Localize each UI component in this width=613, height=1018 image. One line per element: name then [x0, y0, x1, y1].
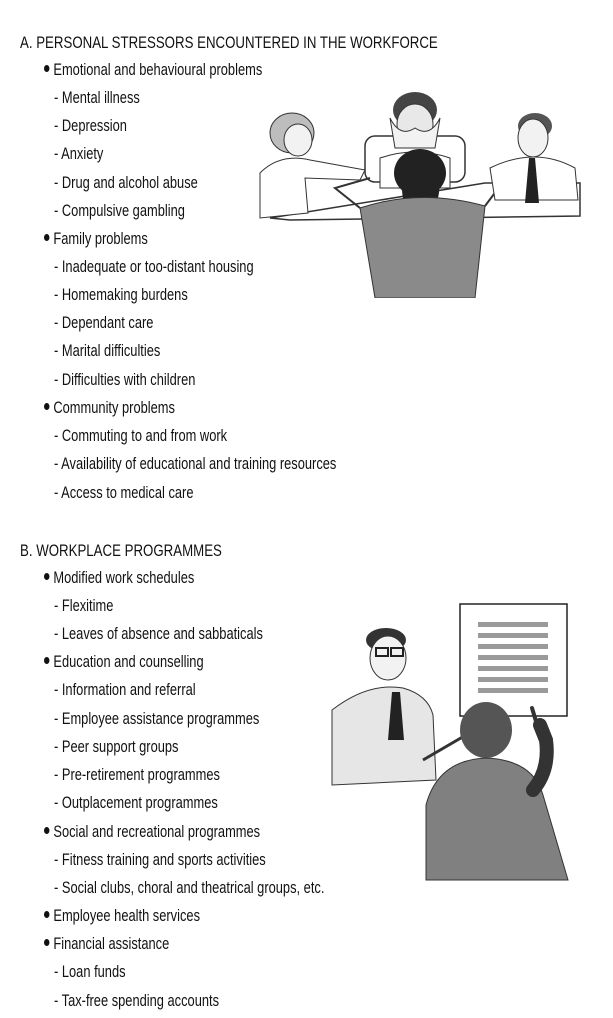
group-title: Social and recreational programmes — [44, 822, 260, 842]
list-item: - Social clubs, choral and theatrical groups, etc. — [54, 879, 325, 897]
section-b-heading: B. WORKPLACE PROGRAMMES — [20, 541, 222, 560]
list-item: - Outplacement programmes — [54, 794, 218, 812]
list-item: - Pre-retirement programmes — [54, 766, 220, 784]
list-item: - Tax-free spending accounts — [54, 992, 220, 1010]
group-title: Family problems — [44, 229, 148, 249]
client-back-view — [426, 702, 568, 880]
list-item: - Peer support groups — [54, 738, 179, 756]
man-right — [490, 113, 578, 203]
section-a-heading: A. PERSONAL STRESSORS ENCOUNTERED IN THE WORKFORCE — [20, 33, 438, 52]
group-title: Emotional and behavioural problems — [44, 60, 262, 80]
list-item: - Information and referral — [54, 681, 196, 699]
list-item: - Access to medical care — [54, 484, 194, 502]
list-item: - Fitness training and sports activities — [54, 851, 266, 869]
list-item: - Commuting to and from work — [54, 427, 228, 445]
list-item: - Dependant care — [54, 314, 154, 332]
list-item: - Depression — [54, 117, 127, 135]
group-title: Community problems — [44, 398, 175, 418]
list-item: - Compulsive gambling — [54, 202, 185, 220]
list-item: - Flexitime — [54, 597, 114, 615]
list-item: - Leaves of absence and sabbaticals — [54, 625, 263, 643]
list-item: - Employee assistance programmes — [54, 710, 260, 728]
list-item: - Drug and alcohol abuse — [54, 174, 198, 192]
woman-left — [260, 113, 365, 218]
group-title: Education and counselling — [44, 652, 204, 672]
list-item: - Mental illness — [54, 89, 140, 107]
list-item: - Availability of educational and training resources — [54, 455, 337, 473]
group-title: Employee health services — [44, 906, 200, 926]
list-item: - Homemaking burdens — [54, 286, 188, 304]
list-item: - Loan funds — [54, 963, 126, 981]
list-item: - Difficulties with children — [54, 371, 196, 389]
counsellor — [332, 628, 466, 785]
counselling-illustration — [328, 600, 578, 885]
stressed-meeting-illustration — [250, 88, 590, 298]
list-item: - Anxiety — [54, 145, 104, 163]
group-title: Modified work schedules — [44, 568, 194, 588]
list-item: - Inadequate or too-distant housing — [54, 258, 254, 276]
list-item: - Marital difficulties — [54, 342, 161, 360]
group-title: Financial assistance — [44, 934, 169, 954]
